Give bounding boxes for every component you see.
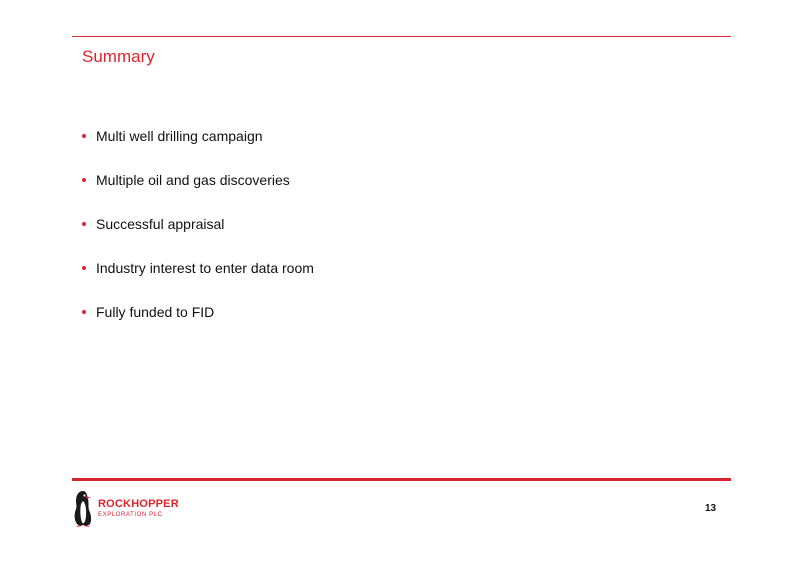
top-divider bbox=[72, 36, 731, 37]
bullet-text: Multi well drilling campaign bbox=[96, 128, 263, 144]
bullet-item bbox=[80, 125, 680, 147]
penguin-icon bbox=[72, 489, 94, 527]
page-number: 13 bbox=[705, 503, 717, 514]
bullet-dot-icon bbox=[82, 266, 86, 270]
slide-title: Summary bbox=[82, 47, 155, 66]
bullet-dot-icon bbox=[82, 310, 86, 314]
bullet-item bbox=[80, 213, 680, 235]
bullet-text: Successful appraisal bbox=[96, 216, 225, 232]
logo-wordmark bbox=[98, 499, 179, 510]
bottom-divider bbox=[72, 478, 731, 481]
bullet-text: Fully funded to FID bbox=[96, 304, 215, 320]
logo-word-rock: ROCK bbox=[98, 497, 132, 510]
bullet-item bbox=[80, 257, 680, 279]
bullet-dot-icon bbox=[82, 222, 86, 226]
bullet-item bbox=[80, 169, 680, 191]
logo-word-hopper: HOPPER bbox=[131, 497, 179, 510]
logo-subtitle: EXPLORATION PLC bbox=[98, 511, 163, 518]
bullet-text: Industry interest to enter data room bbox=[96, 260, 314, 276]
logo-text bbox=[98, 499, 179, 518]
bullet-text: Multiple oil and gas discoveries bbox=[96, 172, 290, 188]
company-logo bbox=[72, 488, 179, 528]
bullet-list bbox=[80, 125, 680, 345]
bullet-dot-icon bbox=[82, 178, 86, 182]
bullet-dot-icon bbox=[82, 134, 86, 138]
bullet-item bbox=[80, 301, 680, 323]
